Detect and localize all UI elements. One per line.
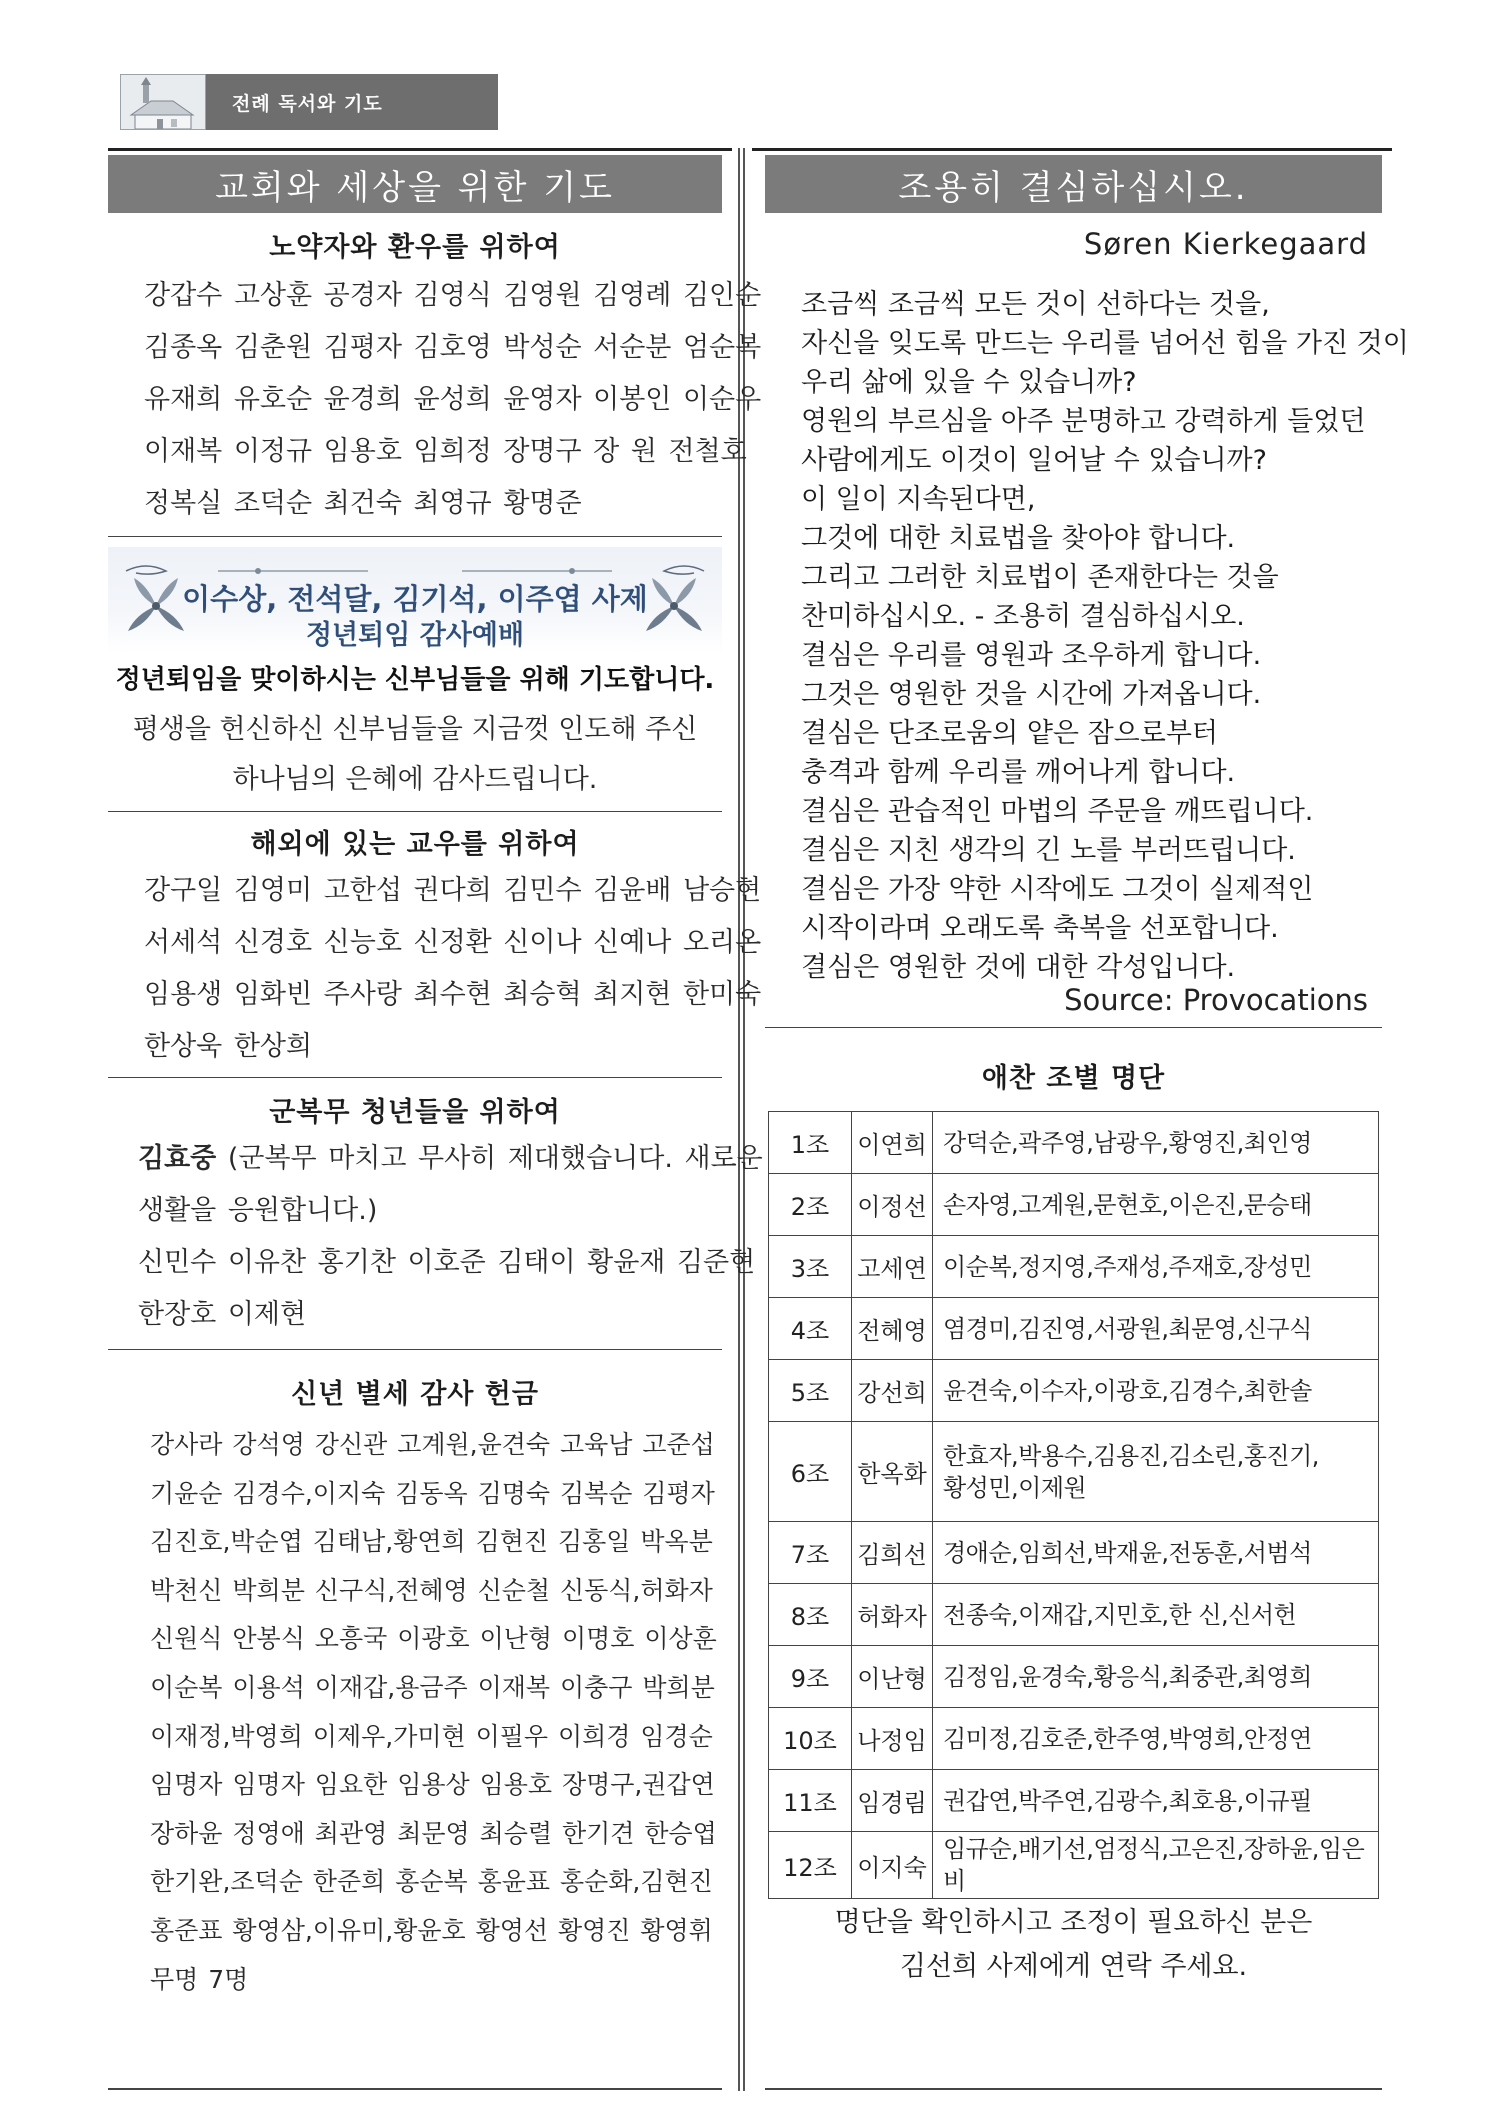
- name-line: 이재정,박영희 이제우,가미현 이필우 이희경 임경순: [150, 1721, 713, 1751]
- poem-line: 이 일이 지속된다면,: [801, 484, 1036, 515]
- group-leader: 고세연: [852, 1236, 933, 1298]
- group-members: 김미정,김호준,한주영,박영희,안정연: [933, 1708, 1379, 1770]
- highlight-note: (군복무 마치고 무사히 제대했습니다. 새로운: [216, 1143, 763, 1174]
- poem-line: 그것에 대한 치료법을 찾아야 합니다.: [801, 523, 1236, 554]
- contact-line1: 명단을 확인하시고 조정이 필요하신 분은: [834, 1907, 1313, 1938]
- name-line: 김종옥 김춘원 김평자 김호영 박성순 서순분 엄순복: [144, 332, 762, 363]
- right-banner: 조용히 결심하십시오.: [765, 155, 1382, 213]
- group-leader: 나정임: [852, 1708, 933, 1770]
- name-line: 신원식 안봉식 오흥국 이광호 이난형 이명호 이상훈: [150, 1624, 717, 1654]
- group-leader: 이난형: [852, 1646, 933, 1708]
- name-line: 한상욱 한상희: [144, 1031, 313, 1062]
- poem-line: 자신을 잊도록 만드는 우리를 넘어선 힘을 가진 것이: [801, 328, 1409, 359]
- poem-line: 사람에게도 이것이 일어날 수 있습니까?: [801, 445, 1267, 476]
- military-names: [108, 1133, 763, 1341]
- name-line: 기윤순 김경수,이지숙 김동옥 김명숙 김복순 김평자: [150, 1478, 715, 1508]
- name-line: 서세석 신경호 신능호 신정환 신이나 신예나 오리온: [144, 927, 762, 958]
- poem-line: 우리 삶에 있을 수 있습니까?: [801, 367, 1137, 398]
- group-leader: 전혜영: [852, 1298, 933, 1360]
- group-number: 4조: [769, 1298, 852, 1360]
- poem-line: 충격과 함께 우리를 깨어나게 합니다.: [801, 757, 1236, 788]
- group-number: 5조: [769, 1360, 852, 1422]
- overseas-title: 해외에 있는 교우를 위하여: [250, 829, 580, 860]
- table-row: [769, 1236, 1379, 1298]
- table-row: [769, 1112, 1379, 1174]
- overseas-names: [108, 865, 762, 1073]
- retirement-banner-line2: 정년퇴임 감사예배: [305, 620, 525, 651]
- name-line: 이순복 이용석 이재갑,용금주 이재복 이충구 박희분: [150, 1672, 715, 1702]
- name-line: 홍준표 황영삼,이유미,황윤호 황영선 황영진 황영휘: [150, 1915, 713, 1945]
- group-number: 1조: [769, 1112, 852, 1174]
- poem-line: 결심은 영원한 것에 대한 각성입니다.: [801, 952, 1236, 983]
- table-row: [769, 1522, 1379, 1584]
- name-line: 유재희 유호순 윤경희 윤성희 윤영자 이봉인 이순우: [144, 384, 762, 415]
- group-number: 2조: [769, 1174, 852, 1236]
- poem-line: 그리고 그러한 치료법이 존재한다는 것을: [801, 562, 1279, 593]
- elderly-title: 노약자와 환우를 위하여: [269, 232, 561, 263]
- group-leader: 이정선: [852, 1174, 933, 1236]
- highlight-note-cont: 생활을 응원합니다.): [138, 1195, 378, 1226]
- table-row: [769, 1298, 1379, 1360]
- group-members: [933, 1422, 1379, 1522]
- groups-table: [768, 1111, 1379, 1899]
- name-line: 강사라 강석영 강신관 고계원,윤견숙 고육남 고준섭: [150, 1430, 715, 1459]
- church-thumbnail-icon: [120, 74, 206, 130]
- poem-line: 결심은 우리를 영원과 조우하게 합니다.: [801, 640, 1262, 671]
- poem-source: Source: Provocations: [1064, 983, 1368, 1017]
- overseas-section: [108, 812, 762, 1073]
- table-row: [769, 1422, 1379, 1522]
- poem-line: 결심은 가장 약한 시작에도 그것이 실제적인: [801, 874, 1314, 905]
- name-line: 정복실 조덕순 최건숙 최영규 황명준: [144, 488, 582, 519]
- left-column: [108, 155, 763, 2004]
- group-leader: 이연희: [852, 1112, 933, 1174]
- group-members: 염경미,김진영,서광원,최문영,신구식: [933, 1298, 1379, 1360]
- offering-title: 신년 별세 감사 헌금: [291, 1379, 539, 1410]
- name-line: 이재복 이정규 임용호 임희정 장명구 장 원 전철호: [144, 436, 747, 467]
- poem-line: 결심은 지친 생각의 긴 노를 부러뜨립니다.: [801, 835, 1296, 866]
- section-header-tab: [120, 74, 498, 130]
- group-leader: 강선희: [852, 1360, 933, 1422]
- bottom-rule-right: [765, 2088, 1382, 2090]
- poem-line: 영원의 부르심을 아주 분명하고 강력하게 들었던: [801, 406, 1366, 437]
- contact-note: [765, 1901, 1382, 1989]
- group-number: 9조: [769, 1646, 852, 1708]
- left-banner: 교회와 세상을 위한 기도: [108, 155, 722, 213]
- elderly-names: [108, 270, 762, 530]
- name-line: 강구일 김영미 고한섭 권다희 김민수 김윤배 남승현: [144, 875, 762, 906]
- poem-line: 찬미하십시오. - 조용히 결심하십시오.: [801, 601, 1245, 632]
- military-title: 군복무 청년들을 위하여: [269, 1097, 561, 1128]
- group-members: 전종숙,이재갑,지민호,한 신,신서헌: [933, 1584, 1379, 1646]
- poem-body: [765, 285, 1409, 987]
- poem-line: 시작이라며 오래도록 축복을 선포합니다.: [801, 913, 1279, 944]
- table-row: [769, 1174, 1379, 1236]
- retirement-heading: 정년퇴임을 맞이하시는 신부님들을 위해 기도합니다.: [115, 665, 715, 695]
- groups-title: 애찬 조별 명단: [981, 1063, 1166, 1094]
- table-row: [769, 1584, 1379, 1646]
- top-rule-left: [108, 148, 732, 151]
- group-number: 10조: [769, 1708, 852, 1770]
- poem-line: 결심은 관습적인 마법의 주문을 깨뜨립니다.: [801, 796, 1314, 827]
- retirement-line2: 하나님의 은혜에 감사드립니다.: [232, 764, 598, 795]
- group-members: 권갑연,박주연,김광수,최호용,이규필: [933, 1770, 1379, 1832]
- group-number: 12조: [769, 1832, 852, 1899]
- elderly-section: [108, 213, 762, 530]
- retirement-banner-line1: 이수상, 전석달, 김기석, 이주엽 사제: [182, 582, 648, 616]
- group-members: 윤견숙,이수자,이광호,김경수,최한솔: [933, 1360, 1379, 1422]
- poem-line: 조금씩 조금씩 모든 것이 선하다는 것을,: [801, 289, 1270, 320]
- retirement-line1: 평생을 헌신하신 신부님들을 지금껏 인도해 주신: [132, 714, 698, 745]
- group-members: 임규순,배기선,엄정식,고은진,장하윤,임은비: [933, 1832, 1379, 1899]
- group-number: 6조: [769, 1422, 852, 1522]
- name-line: 한기완,조덕순 한준희 홍순복 홍윤표 홍순화,김현진: [150, 1867, 713, 1897]
- table-row: [769, 1770, 1379, 1832]
- header-label: 전례 독서와 기도: [206, 74, 498, 130]
- poem-line: 그것은 영원한 것을 시간에 가져옵니다.: [801, 679, 1262, 710]
- top-rule-right: [752, 148, 1392, 151]
- name-line: 김진호,박순엽 김태남,황연희 김현진 김홍일 박옥분: [150, 1527, 713, 1557]
- table-row: [769, 1708, 1379, 1770]
- name-line: 임명자 임명자 임요한 임용상 임용호 장명구,권갑연: [150, 1770, 715, 1800]
- group-members: 강덕순,곽주영,남광우,황영진,최인영: [933, 1112, 1379, 1174]
- section-rule: [765, 1027, 1382, 1028]
- group-leader: 이지숙: [852, 1832, 933, 1899]
- military-section: [108, 1078, 763, 1341]
- military-highlight: [138, 1133, 763, 1185]
- name-line: 박천신 박희분 신구식,전혜영 신순철 신동식,허화자: [150, 1575, 713, 1605]
- group-number: 7조: [769, 1522, 852, 1584]
- name-line: 장하윤 정영애 최관영 최문영 최승렬 한기견 한승엽: [150, 1818, 717, 1848]
- offering-names: [108, 1421, 722, 2004]
- group-members: 손자영,고계원,문현호,이은진,문승태: [933, 1174, 1379, 1236]
- name-line: 무명 7명: [150, 1964, 249, 1994]
- right-column: [765, 155, 1409, 1989]
- group-members: 이순복,정지영,주재성,주재호,장성민: [933, 1236, 1379, 1298]
- group-number: 3조: [769, 1236, 852, 1298]
- contact-line2: 김선희 사제에게 연락 주세요.: [899, 1951, 1248, 1982]
- group-leader: 임경림: [852, 1770, 933, 1832]
- bottom-rule-left: [108, 2088, 722, 2090]
- group-members-line2: 황성민,이제원: [943, 1473, 1087, 1502]
- group-members-line1: 한효자,박용수,김용진,김소린,홍진기,: [943, 1441, 1319, 1470]
- highlight-name: 김효중: [138, 1143, 217, 1174]
- retirement-text: [108, 655, 722, 805]
- name-line: 신민수 이유찬 홍기찬 이호준 김태이 황윤재 김준현: [138, 1247, 756, 1278]
- group-leader: 허화자: [852, 1584, 933, 1646]
- poem-author: Søren Kierkegaard: [1083, 227, 1368, 261]
- poem-line: 결심은 단조로움의 얕은 잠으로부터: [801, 718, 1218, 749]
- table-row: [769, 1832, 1379, 1899]
- name-line: 임용생 임화빈 주사랑 최수현 최승혁 최지현 한미숙: [144, 979, 762, 1010]
- section-rule: [108, 536, 722, 537]
- group-leader: 한옥화: [852, 1422, 933, 1522]
- offering-section: [108, 1350, 722, 2004]
- group-number: 8조: [769, 1584, 852, 1646]
- group-members: 김정임,윤경숙,황응식,최중관,최영희: [933, 1646, 1379, 1708]
- group-number: 11조: [769, 1770, 852, 1832]
- name-line: 강갑수 고상훈 공경자 김영식 김영원 김영례 김인순: [144, 280, 762, 311]
- table-row: [769, 1360, 1379, 1422]
- group-leader: 김희선: [852, 1522, 933, 1584]
- table-row: [769, 1646, 1379, 1708]
- group-members: 경애순,임희선,박재윤,전동훈,서범석: [933, 1522, 1379, 1584]
- name-line: 한장호 이제현: [138, 1299, 307, 1330]
- retirement-banner-image: [108, 547, 722, 653]
